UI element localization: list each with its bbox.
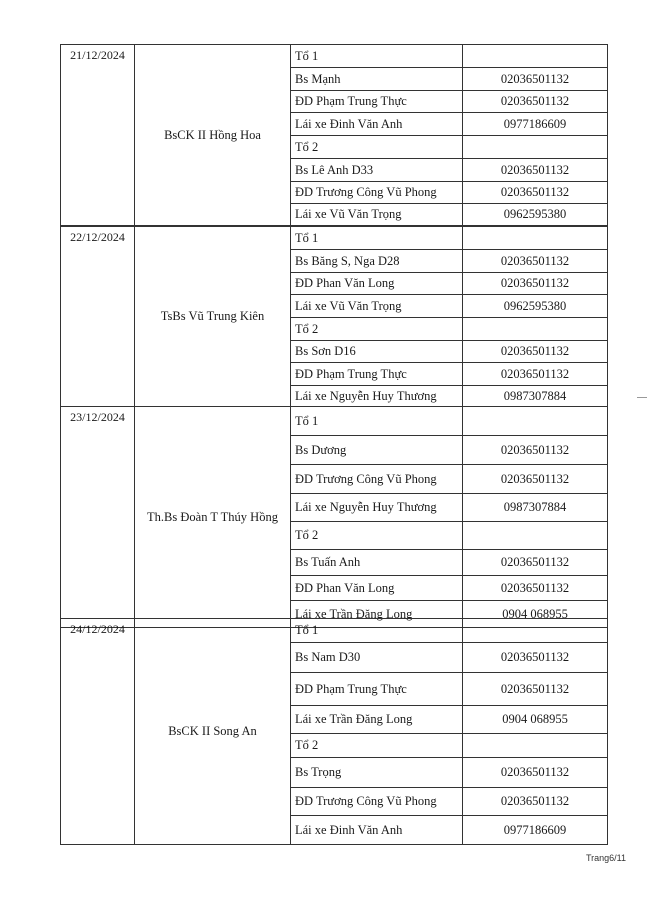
staff-name-cell: ĐD Trương Công Vũ Phong [290, 464, 462, 493]
staff-name-cell: Bs Tuấn Anh [290, 549, 462, 575]
page-number: Trang6/11 [585, 853, 626, 863]
phone-cell [462, 733, 608, 757]
staff-name-cell: Tổ 2 [290, 135, 462, 158]
phone-cell: 0977186609 [462, 112, 608, 135]
staff-name-cell: ĐD Trương Công Vũ Phong [290, 787, 462, 815]
staff-name-cell: Lái xe Trần Đăng Long [290, 705, 462, 733]
staff-name-cell: Bs Mạnh [290, 67, 462, 90]
phone-cell: 02036501132 [462, 642, 608, 672]
phone-cell [462, 618, 608, 642]
staff-name-cell: Lái xe Vũ Văn Trọng [290, 203, 462, 226]
doctor-cell: BsCK II Hồng Hoa [134, 44, 290, 226]
date-block [60, 618, 608, 845]
phone-cell: 02036501132 [462, 549, 608, 575]
staff-name-cell: Bs Trọng [290, 757, 462, 787]
staff-name-cell: Tổ 1 [290, 406, 462, 435]
staff-name-cell: Tổ 1 [290, 618, 462, 642]
phone-cell: 0962595380 [462, 203, 608, 226]
phone-cell: 02036501132 [462, 67, 608, 90]
phone-cell: 02036501132 [462, 249, 608, 272]
phone-cell: 02036501132 [462, 181, 608, 203]
date-cell: 22/12/2024 [60, 226, 134, 407]
staff-name-cell: Lái xe Nguyễn Huy Thương [290, 493, 462, 521]
phone-cell: 02036501132 [462, 757, 608, 787]
doctor-cell: Th.Bs Đoàn T Thúy Hồng [134, 406, 290, 628]
staff-name-cell: ĐD Phan Văn Long [290, 272, 462, 294]
staff-name-cell: Bs Lê Anh D33 [290, 158, 462, 181]
staff-name-cell: ĐD Phạm Trung Thực [290, 90, 462, 112]
phone-cell: 0977186609 [462, 815, 608, 845]
phone-cell [462, 135, 608, 158]
date-block [60, 44, 608, 226]
staff-name-cell: Lái xe Nguyễn Huy Thương [290, 385, 462, 407]
staff-name-cell: Tổ 1 [290, 226, 462, 249]
date-block [60, 226, 608, 407]
staff-name-cell: Lái xe Đinh Văn Anh [290, 815, 462, 845]
staff-name-cell: Bs Nam D30 [290, 642, 462, 672]
date-block [60, 406, 608, 628]
phone-cell: 0904 068955 [462, 600, 608, 628]
date-cell: 24/12/2024 [60, 618, 134, 845]
phone-cell: 02036501132 [462, 435, 608, 464]
staff-name-cell: Lái xe Trần Đăng Long [290, 600, 462, 628]
doctor-cell: TsBs Vũ Trung Kiên [134, 226, 290, 407]
phone-cell: 02036501132 [462, 672, 608, 705]
phone-cell: 02036501132 [462, 158, 608, 181]
staff-name-cell: Tổ 2 [290, 521, 462, 549]
staff-name-cell: ĐD Phạm Trung Thực [290, 362, 462, 385]
phone-cell: 02036501132 [462, 575, 608, 600]
staff-name-cell: ĐD Trương Công Vũ Phong [290, 181, 462, 203]
staff-name-cell: Tổ 1 [290, 44, 462, 67]
staff-name-cell: ĐD Phan Văn Long [290, 575, 462, 600]
phone-cell: 0962595380 [462, 294, 608, 317]
doctor-cell: BsCK II Song An [134, 618, 290, 845]
phone-cell [462, 226, 608, 249]
staff-name-cell: Tổ 2 [290, 317, 462, 340]
phone-cell [462, 44, 608, 67]
staff-name-cell: Bs Sơn D16 [290, 340, 462, 362]
phone-cell: 02036501132 [462, 90, 608, 112]
staff-name-cell: Bs Dương [290, 435, 462, 464]
staff-name-cell: Bs Băng S, Nga D28 [290, 249, 462, 272]
staff-name-cell: Lái xe Vũ Văn Trọng [290, 294, 462, 317]
phone-cell: 0987307884 [462, 493, 608, 521]
phone-cell [462, 406, 608, 435]
phone-cell: 02036501132 [462, 272, 608, 294]
staff-name-cell: ĐD Phạm Trung Thực [290, 672, 462, 705]
phone-cell: 02036501132 [462, 362, 608, 385]
phone-cell: 02036501132 [462, 464, 608, 493]
phone-cell [462, 521, 608, 549]
phone-cell: 0904 068955 [462, 705, 608, 733]
date-cell: 23/12/2024 [60, 406, 134, 628]
staff-name-cell: Tổ 2 [290, 733, 462, 757]
phone-cell: 02036501132 [462, 787, 608, 815]
margin-mark [637, 397, 647, 398]
date-cell: 21/12/2024 [60, 44, 134, 226]
phone-cell [462, 317, 608, 340]
staff-name-cell: Lái xe Đinh Văn Anh [290, 112, 462, 135]
phone-cell: 0987307884 [462, 385, 608, 407]
phone-cell: 02036501132 [462, 340, 608, 362]
